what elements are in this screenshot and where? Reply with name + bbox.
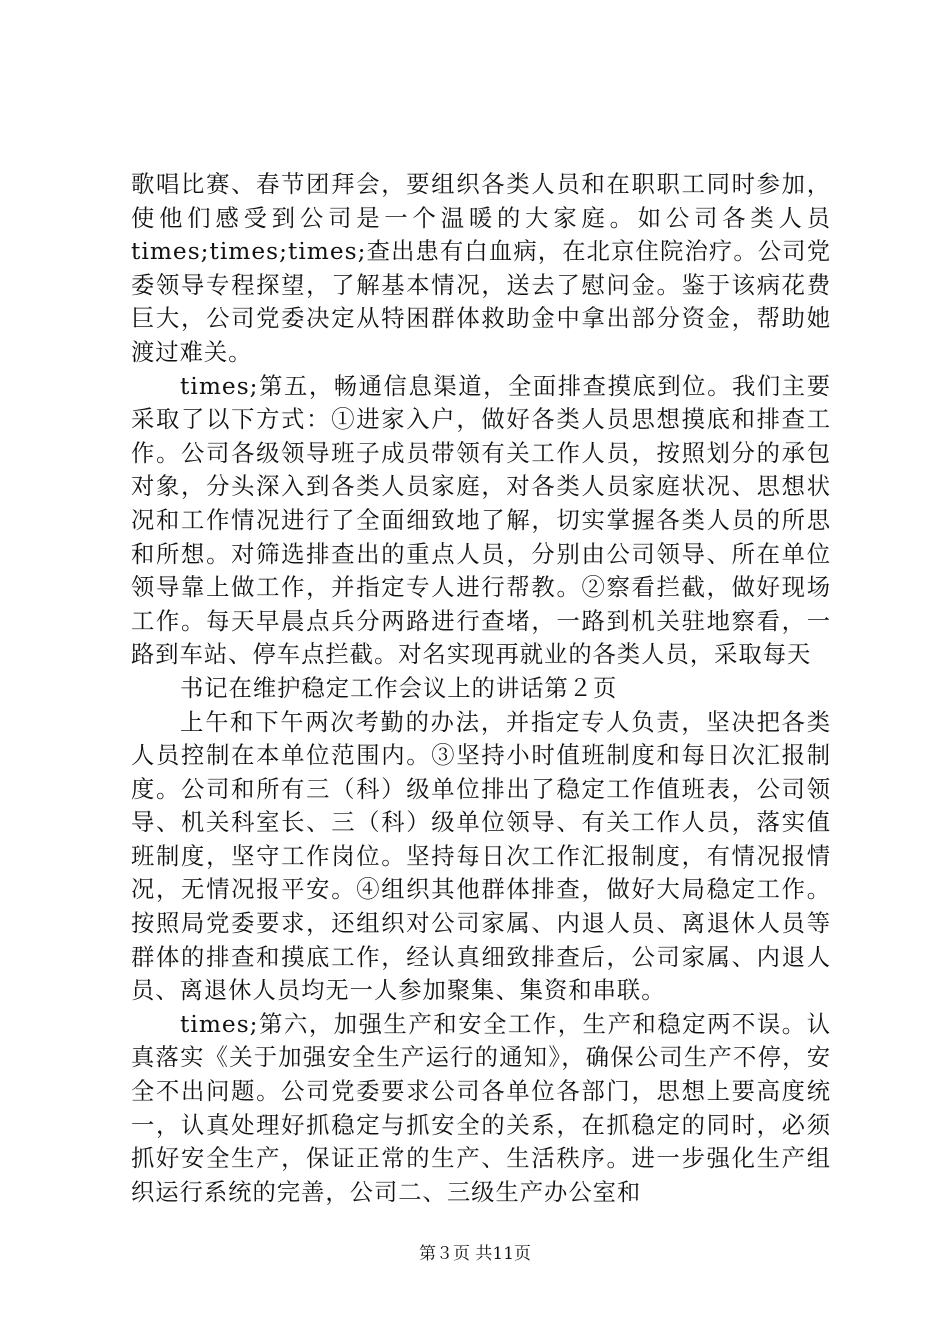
document-body: [131, 168, 831, 1209]
page-footer: 第３页 共11页: [418, 1244, 532, 1264]
paragraph-continuation: 歌唱比赛、春节团拜会，要组织各类人员和在职职工同时参加，使他们感受到公司是一个温暖的大家庭。如公司各类人员times;times;times;查出患有白血病，在北京住院治疗。公司党委领导专程探望，了解基本情况，送去了慰问金。鉴于该病花费巨大，公司党委决定从特困群体救助金中拿出部分资金，帮助她渡过难关。: [131, 171, 831, 366]
paragraph-section-five: times;第五，畅通信息渠道，全面排查摸底到位。我们主要采取了以下方式：①进家入户，做好各类人员思想摸底和排查工作。公司各级领导班子成员带领有关工作人员，按照划分的承包对象，分头深入到各类人员家庭，对各类人员家庭状况、思想状况和工作情况进行了全面细致地了解，切实掌握各类人员的所思和所想。对筛选排查出的重点人员，分别由公司领导、所在单位领导靠上做工作，并指定专人进行帮教。②察看拦截，做好现场工作。每天早晨点兵分两路进行查堵，一路到机关驻地察看，一路到车站、停车点拦截。对名实现再就业的各类人员，采取每天: [131, 372, 831, 669]
page-running-heading: 书记在维护稳定工作会议上的讲话第２页: [180, 674, 618, 702]
paragraph-section-six: times;第六，加强生产和安全工作，生产和稳定两不误。认真落实《关于加强安全生产运行的通知》，确保公司生产不停，安全不出问题。公司党委要求公司各单位各部门，思想上要高度统一，认真处理好抓稳定与抓安全的关系，在抓稳定的同时，必须抓好安全生产，保证正常的生产、生活秩序。进一步强化生产组织运行系统的完善，公司二、三级生产办公室和: [131, 1010, 831, 1206]
paragraph-duty-system: 上午和下午两次考勤的办法，并指定专人负责，坚决把各类人员控制在本单位范围内。③坚持小时值班制度和每日次汇报制度。公司和所有三（科）级单位排出了稳定工作值班表，公司领导、机关科室长、三（科）级单位领导、有关工作人员，落实值班制度，坚守工作岗位。坚持每日次工作汇报制度，有情况报情况，无情况报平安。④组织其他群体排查，做好大局稳定工作。按照局党委要求，还组织对公司家属、内退人员、离退休人员等群体的排查和摸底工作，经认真细致排查后，公司家属、内退人员、离退休人员均无一人参加聚集、集资和串联。: [131, 708, 831, 1005]
